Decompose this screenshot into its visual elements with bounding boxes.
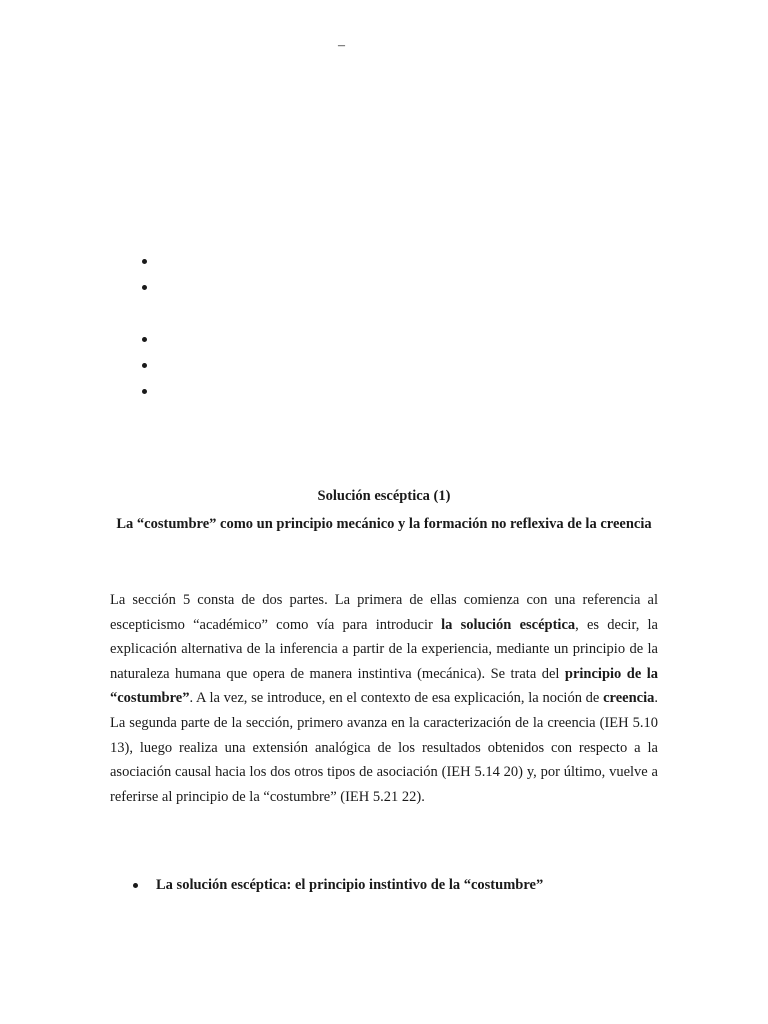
paragraph-text-run: . La segunda parte de la sección, primero avanza en la caracterización de la creencia (IEH 5.10 13), luego realiza una extensión analógica de los resultados obtenidos con respecto a la asociación causal hacia los dos otros tipos de asociación (IEH 5.14 20) y, por último, vuelve a referirse al principio de la “costumbre” (IEH 5.21 22).: [110, 690, 658, 805]
top-dash-mark: –: [338, 38, 345, 53]
paragraph-text-run: La sección 5 consta de dos partes. La primera de ellas comienza con una referencia al escepticismo “académico” como vía para introducir: [110, 592, 658, 633]
subsection-bullet: [133, 883, 138, 888]
subsection-heading: La solución escéptica: el principio instintivo de la “costumbre”: [156, 877, 544, 893]
empty-bullet-2: [142, 285, 147, 290]
paragraph-bold-run: creencia: [603, 690, 655, 707]
section-title: Solución escéptica (1): [317, 488, 451, 504]
empty-bullet-3: [142, 337, 147, 342]
empty-bullet-4: [142, 363, 147, 368]
empty-bullet-5: [142, 389, 147, 394]
section-subtitle: La “costumbre” como un principio mecánico y la formación no reflexiva de la creencia: [116, 516, 652, 532]
paragraph-text-run: . A la vez, se introduce, en el contexto de esa explicación, la noción de: [189, 690, 604, 707]
paragraph-bold-run: la solución escéptica: [441, 616, 576, 633]
empty-bullet-1: [142, 259, 147, 264]
paragraph-text-run: , es decir, la explicación alternativa de la inferencia a partir de la experiencia, mediante un principio de la naturaleza humana que opera de manera instintiva (mecánica). Se trata del: [110, 616, 658, 682]
body-paragraph: [110, 588, 658, 809]
paragraph-bold-run: principio de la “costumbre”: [110, 665, 658, 707]
